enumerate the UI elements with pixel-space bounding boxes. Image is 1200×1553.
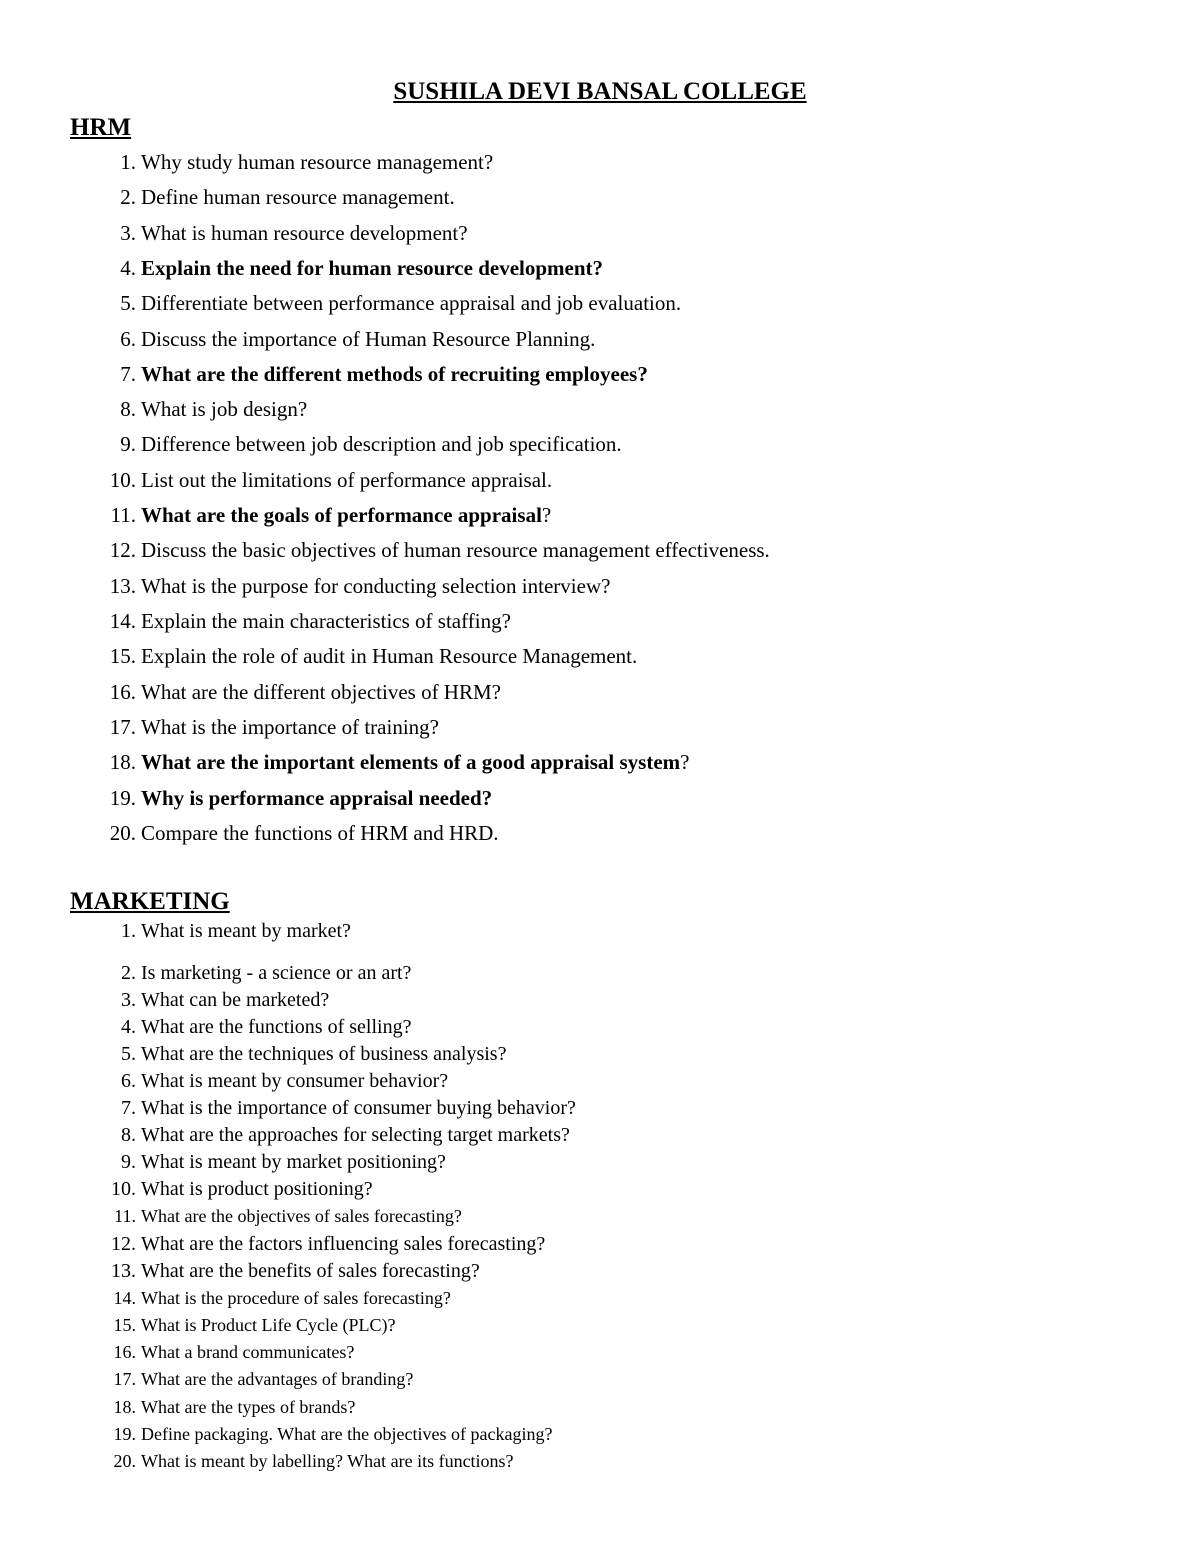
- question-text-segment: What is product positioning?: [141, 1178, 373, 1200]
- question-text-segment: What are the benefits of sales forecasting?: [141, 1260, 480, 1282]
- question-text-segment: Compare the functions of HRM and HRD.: [141, 821, 499, 845]
- question-number: 20.: [109, 821, 136, 845]
- question-text: [141, 920, 351, 943]
- question-text: [141, 680, 501, 705]
- question-text-segment: What are the functions of selling?: [141, 1016, 412, 1038]
- question-number: 8.: [120, 397, 136, 421]
- question-text-segment: What are the objectives of sales forecasting?: [141, 1206, 462, 1226]
- question-text-segment: What is the importance of training?: [141, 715, 439, 739]
- question-text-segment: Define packaging. What are the objectives of packaging?: [141, 1424, 553, 1444]
- question-number: 4.: [120, 256, 136, 280]
- question-text-segment: What are the advantages of branding?: [141, 1369, 414, 1389]
- question-number: 20.: [113, 1451, 136, 1471]
- question-text-segment: ?: [541, 503, 552, 527]
- question-text-segment: What is Product Life Cycle (PLC)?: [141, 1315, 396, 1335]
- question-text: [141, 644, 637, 669]
- question-text: [141, 1260, 480, 1283]
- question-text-segment: Explain the main characteristics of staffing?: [141, 609, 511, 633]
- question-text-segment: What are the approaches for selecting target markets?: [141, 1124, 570, 1146]
- question-text: [141, 574, 610, 599]
- question-text: [141, 962, 411, 985]
- question-text: [141, 1097, 576, 1120]
- question-text-segment: What are the different objectives of HRM?: [141, 680, 501, 704]
- question-number: 3.: [121, 989, 136, 1011]
- question-text: [141, 609, 511, 634]
- question-text-segment: What are the important elements of a good appraisal system: [141, 750, 681, 774]
- question-number: 7.: [121, 1097, 136, 1119]
- question-text-segment: Why study human resource management?: [141, 150, 494, 174]
- question-text: [141, 1043, 506, 1066]
- question-text-segment: What can be marketed?: [141, 989, 330, 1011]
- question-text: [141, 1342, 354, 1363]
- question-text-segment: What is meant by labelling? What are its functions?: [141, 1451, 514, 1471]
- question-number: 10.: [109, 468, 136, 492]
- question-number: 14.: [113, 1288, 136, 1308]
- question-text: [141, 1124, 570, 1147]
- question-text: [141, 185, 455, 210]
- question-text-segment: What is the purpose for conducting selection interview?: [141, 574, 611, 598]
- question-text-segment: Explain the role of audit in Human Resource Management.: [141, 644, 638, 668]
- college-title: SUSHILA DEVI BANSAL COLLEGE: [393, 78, 807, 105]
- question-text-segment: Define human resource management.: [141, 185, 455, 209]
- question-text-segment: What is job design?: [141, 397, 308, 421]
- question-text: [141, 989, 329, 1012]
- question-number: 7.: [120, 362, 136, 386]
- question-text-segment: Discuss the basic objectives of human resource management effectiveness.: [141, 538, 770, 562]
- question-number: 12.: [109, 538, 136, 562]
- question-number: 1.: [121, 920, 136, 942]
- question-text: [141, 1070, 448, 1093]
- question-number: 2.: [121, 962, 136, 984]
- question-number: 9.: [120, 432, 136, 456]
- question-text-segment: What are the goals of performance appraisal: [141, 503, 542, 527]
- question-text: [141, 1451, 514, 1472]
- question-text: [141, 1206, 462, 1227]
- question-text: [141, 327, 595, 352]
- question-text: [141, 291, 681, 316]
- question-text: [141, 1424, 553, 1445]
- question-text: [141, 1178, 373, 1201]
- question-number: 6.: [121, 1070, 136, 1092]
- question-number: 19.: [113, 1424, 136, 1444]
- question-text: [141, 468, 552, 493]
- question-number: 18.: [109, 750, 136, 774]
- question-text-segment: ?: [680, 750, 690, 774]
- question-text-segment: Why is performance appraisal needed?: [141, 786, 493, 810]
- question-number: 6.: [120, 327, 136, 351]
- question-text-segment: What is the procedure of sales forecasting?: [141, 1288, 451, 1308]
- question-text-segment: What is human resource development?: [141, 221, 468, 245]
- question-text-segment: Differentiate between performance appraisal and job evaluation.: [141, 291, 682, 315]
- section-heading-marketing: MARKETING: [70, 888, 230, 915]
- question-text-segment: What is meant by market?: [141, 920, 351, 942]
- question-text: [141, 1369, 413, 1390]
- question-number: 17.: [113, 1369, 136, 1389]
- question-number: 18.: [113, 1397, 136, 1417]
- section-heading-hrm: HRM: [70, 114, 132, 141]
- question-text-segment: What a brand communicates?: [141, 1342, 355, 1362]
- question-text-segment: What are the techniques of business analysis?: [141, 1043, 507, 1065]
- question-text: [141, 1315, 395, 1336]
- question-text: [141, 786, 492, 811]
- question-number: 17.: [109, 715, 136, 739]
- question-number: 3.: [120, 221, 136, 245]
- question-text-segment: What is meant by consumer behavior?: [141, 1070, 449, 1092]
- question-text: [141, 432, 622, 457]
- question-text-segment: Is marketing - a science or an art?: [141, 962, 412, 984]
- question-number: 13.: [111, 1260, 136, 1282]
- question-text: [141, 1288, 451, 1309]
- question-number: 12.: [111, 1233, 136, 1255]
- question-text: [141, 1397, 355, 1418]
- question-text-segment: What is the importance of consumer buying behavior?: [141, 1097, 576, 1119]
- question-number: 14.: [109, 609, 136, 633]
- question-number: 10.: [111, 1178, 136, 1200]
- question-text: [141, 1233, 545, 1256]
- question-text-segment: Difference between job description and job specification.: [141, 432, 622, 456]
- question-text-segment: Explain the need for human resource development?: [141, 256, 604, 280]
- question-text: [141, 1016, 411, 1039]
- question-text-segment: Discuss the importance of Human Resource Planning.: [141, 327, 596, 351]
- question-text-segment: What are the factors influencing sales forecasting?: [141, 1233, 546, 1255]
- question-text-segment: What is meant by market positioning?: [141, 1151, 446, 1173]
- question-text: [141, 750, 689, 775]
- question-text: [141, 256, 603, 281]
- question-number: 5.: [121, 1043, 136, 1065]
- question-number: 13.: [109, 574, 136, 598]
- question-number: 15.: [109, 644, 136, 668]
- question-text-segment: What are the different methods of recruiting employees?: [141, 362, 648, 386]
- question-text: [141, 821, 499, 846]
- question-number: 1.: [120, 150, 136, 174]
- question-text: [141, 362, 648, 387]
- question-text: [141, 503, 551, 528]
- question-text: [141, 538, 770, 563]
- question-number: 8.: [121, 1124, 136, 1146]
- question-text-segment: List out the limitations of performance appraisal.: [141, 468, 553, 492]
- question-number: 19.: [109, 786, 136, 810]
- question-number: 16.: [109, 680, 136, 704]
- question-text: [141, 397, 307, 422]
- question-number: 16.: [113, 1342, 136, 1362]
- question-number: 15.: [113, 1315, 136, 1335]
- question-number: 2.: [120, 185, 136, 209]
- question-number: 9.: [121, 1151, 136, 1173]
- question-text: [141, 1151, 446, 1174]
- question-number: 4.: [121, 1016, 136, 1038]
- question-number: 11.: [114, 1206, 136, 1226]
- question-text: [141, 221, 468, 246]
- question-number: 11.: [110, 503, 136, 527]
- question-text-segment: What are the types of brands?: [141, 1397, 356, 1417]
- question-text: [141, 715, 439, 740]
- question-number: 5.: [120, 291, 136, 315]
- question-text: [141, 150, 493, 175]
